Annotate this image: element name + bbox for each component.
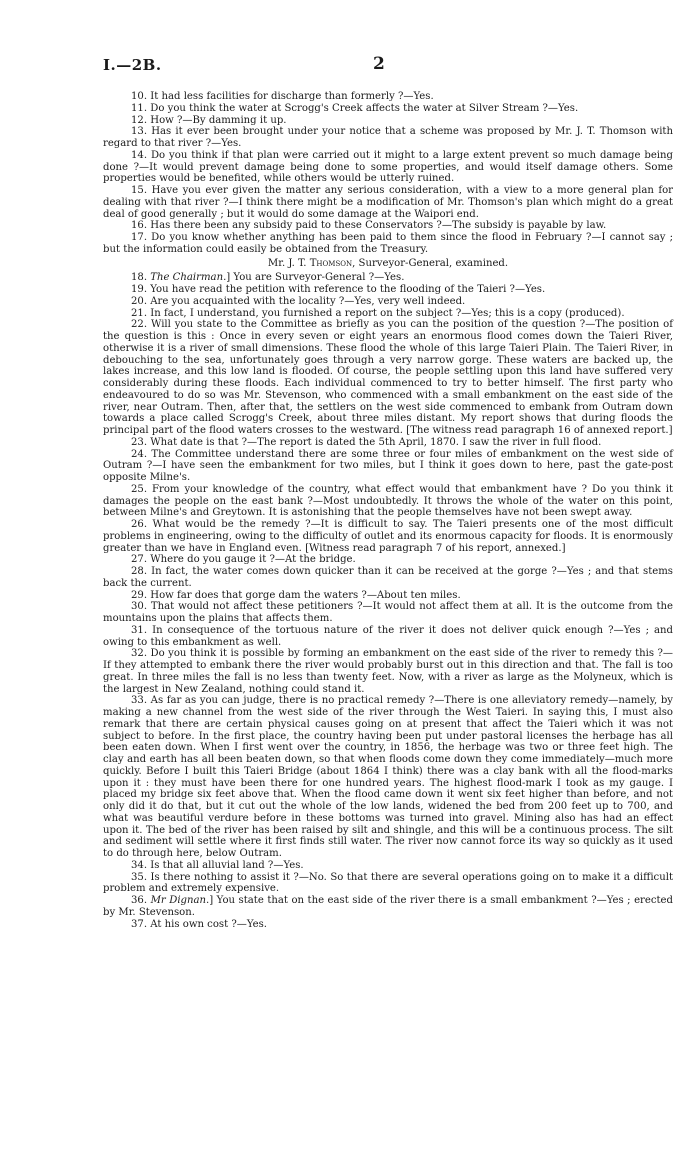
witness-name: Thomson bbox=[309, 257, 353, 269]
document-id: I.—2B. bbox=[103, 56, 162, 74]
paragraph: 34. Is that all alluvial land ?—Yes. bbox=[131, 859, 304, 871]
paragraph: 37. At his own cost ?—Yes. bbox=[131, 918, 268, 930]
speaker: Mr Dignan. bbox=[150, 895, 210, 906]
paragraph: 20. Are you acquainted with the locality ?—Yes, very well indeed. bbox=[131, 295, 466, 307]
witness-heading bbox=[103, 258, 673, 270]
paragraph: 23. What date is that ?—The report is dated the 5th April, 1870. I saw the river in full flood. bbox=[131, 436, 602, 448]
paragraph: 17. Do you know whether anything has been paid to them since the flood in February ?—I cannot say ; but the information could easily be obtained from the Treasury. bbox=[103, 232, 673, 255]
paragraph: 11. Do you think the water at Scrogg's Creek affects the water at Silver Stream ?—Yes. bbox=[131, 102, 579, 114]
paragraph: 29. How far does that gorge dam the waters ?—About ten miles. bbox=[131, 589, 461, 601]
question-text: ] You are Surveyor-General ?—Yes. bbox=[226, 272, 405, 284]
paragraph: 25. From your knowledge of the country, what effect would that embankment have ? Do you think it damages the people on the east bank ?—Most undoubtedly. It throws the whole of the water on this point, between Milne's and Greytown. It is astonishing that the people themselves have not been swept away. bbox=[103, 483, 673, 519]
paragraph: 32. Do you think it is possible by forming an embankment on the east side of the river to remedy this ?—If they attempted to embank there the river would probably burst out in this direction and that. The fall is too great. In three miles the fall is no less than twenty feet. Now, with a river as large as the Molyneux, which is the largest in New Zealand, nothing could stand it. bbox=[103, 648, 673, 695]
question-label: 36. bbox=[131, 895, 151, 906]
paragraph: 10. It had less facilities for discharge than formerly ?—Yes. bbox=[131, 91, 434, 102]
paragraph: 33. As far as you can judge, there is no practical remedy ?—There is one alleviatory remedy—namely, by making a new channel from the west side of the river through the West Taieri. In saying this, I must also remark that there are certain physical causes going on at present that affect the Taieri which it was not subject to before. In the first place, the country having been put under pastoral licenses the herbage has all been eaten down. When I first went over the country, in 1856, the herbage was two or three feet high. The clay and earth has all been beaten down, so that when floods come down they come immediately—much more quickly. Before I built this Taieri Bridge (about 1864 I think) there was a clay bank with all the flood-marks upon it : they must have been there for one hundred years. The highest flood-mark I took as my gauge. I placed my bridge six feet above that. When the flood came down it went six feet higher than before, and not only did it do that, but it cut out the whole of the low lands, widened the bed from 200 feet up to 700, and what was beautiful verdure before in these bottoms was turned into gravel. Mining also has had an effect upon it. The bed of the river has been raised by silt and shingle, and this will be a continuous process. The silt and sediment will settle where it first finds still water. The river now cannot force its way so quickly as it used to do through here, below Outram. bbox=[103, 695, 673, 859]
paragraph bbox=[103, 895, 673, 919]
witness-prefix: Mr. J. T. bbox=[267, 257, 310, 269]
paragraph: 27. Where do you gauge it ?—At the bridge. bbox=[131, 554, 356, 566]
paragraph: 12. How ?—By damming it up. bbox=[131, 114, 287, 126]
paragraph: 28. In fact, the water comes down quicker than it can be received at the gorge ?—Yes ; and that stems back the current. bbox=[103, 566, 673, 589]
paragraph: 15. Have you ever given the matter any serious consideration, with a view to a more general plan for dealing with that river ?—I think there might be a modification of Mr. Thomson's plan which might do a great deal of good generally ; but it would do some damage at the Waipori end. bbox=[103, 185, 673, 220]
question-label: 18. bbox=[131, 272, 151, 284]
paragraph: 22. Will you state to the Committee as briefly as you can the position of the question ?—The position of the question is this : Once in every seven or eight years an enormous flood comes down the Taieri River, otherwise it is a river of small dimensions. These flood the whole of this large Taieri Plain. The Taieri River, in debouching to the sea, unfortunately goes through a very narrow gorge. These waters are backed up, the lakes increase, and this low land is flooded. Of course, the people settling upon this land have suffered very considerably during these floods. Each individual commenced to try to better himself. The first party who endeavoured to do so was Mr. Stevenson, who commenced with a small embankment on the east side of the river, near Outram. Then, after that, the settlers on the west side commenced to embank from Outram down towards a place called Scrogg's Creek, about three miles distant. My report shows that during floods the principal part of the flood waters crosses to the westward. [The witness read paragraph 16 of annexed report.] bbox=[103, 319, 673, 436]
witness-suffix: , Surveyor-General, examined. bbox=[352, 257, 509, 269]
paragraph: 21. In fact, I understand, you furnished a report on the subject ?—Yes; this is a copy (produced). bbox=[131, 307, 625, 319]
paragraph: 14. Do you think if that plan were carried out it might to a large extent prevent so much damage being done ?—It would prevent damage being done to some properties, and would itself damage others. Some properties would be benefited, while others would be utterly ruined. bbox=[103, 149, 673, 185]
paragraph: 13. Has it ever been brought under your notice that a scheme was proposed by Mr. J. T. Thomson with regard to that river ?—Yes. bbox=[103, 126, 673, 149]
question-text: ] You state that on the east side of the river there is a small embankment ?—Yes ; erected by Mr. Stevenson. bbox=[103, 895, 673, 918]
page-header bbox=[103, 56, 673, 78]
paragraph: 26. What would be the remedy ?—It is difficult to say. The Taieri presents one of the most difficult problems in engineering, owing to the difficulty of outlet and its enormous capacity for floods. It is enormously greater than we have in England even. [Witness read paragraph 7 of his report, annexed.] bbox=[103, 519, 673, 554]
paragraph: 31. In consequence of the tortuous nature of the river it does not deliver quick enough ?—Yes ; and owing to this embankment as well. bbox=[103, 624, 673, 648]
paragraph: 24. The Committee understand there are some three or four miles of embankment on the west side of Outram ?—I have seen the embankment for two miles, but I think it goes down to here, past the gate-post opposite Milne's. bbox=[103, 448, 673, 483]
speaker: The Chairman. bbox=[150, 272, 227, 284]
paragraph: 16. Has there been any subsidy paid to these Conservators ?—The subsidy is payable by law. bbox=[131, 220, 607, 232]
paragraph: 19. You have read the petition with reference to the flooding of the Taieri ?—Yes. bbox=[131, 284, 546, 295]
paragraph: 35. Is there nothing to assist it ?—No. So that there are several operations going on to make it a difficult problem and extremely expensive. bbox=[103, 871, 673, 895]
page-number: 2 bbox=[373, 54, 385, 74]
paragraph: 30. That would not affect these petitioners ?—It would not affect them at all. It is the outcome from the mountains upon the plains that affects them. bbox=[103, 601, 673, 624]
paragraph bbox=[103, 272, 673, 284]
evidence-text bbox=[103, 91, 673, 930]
